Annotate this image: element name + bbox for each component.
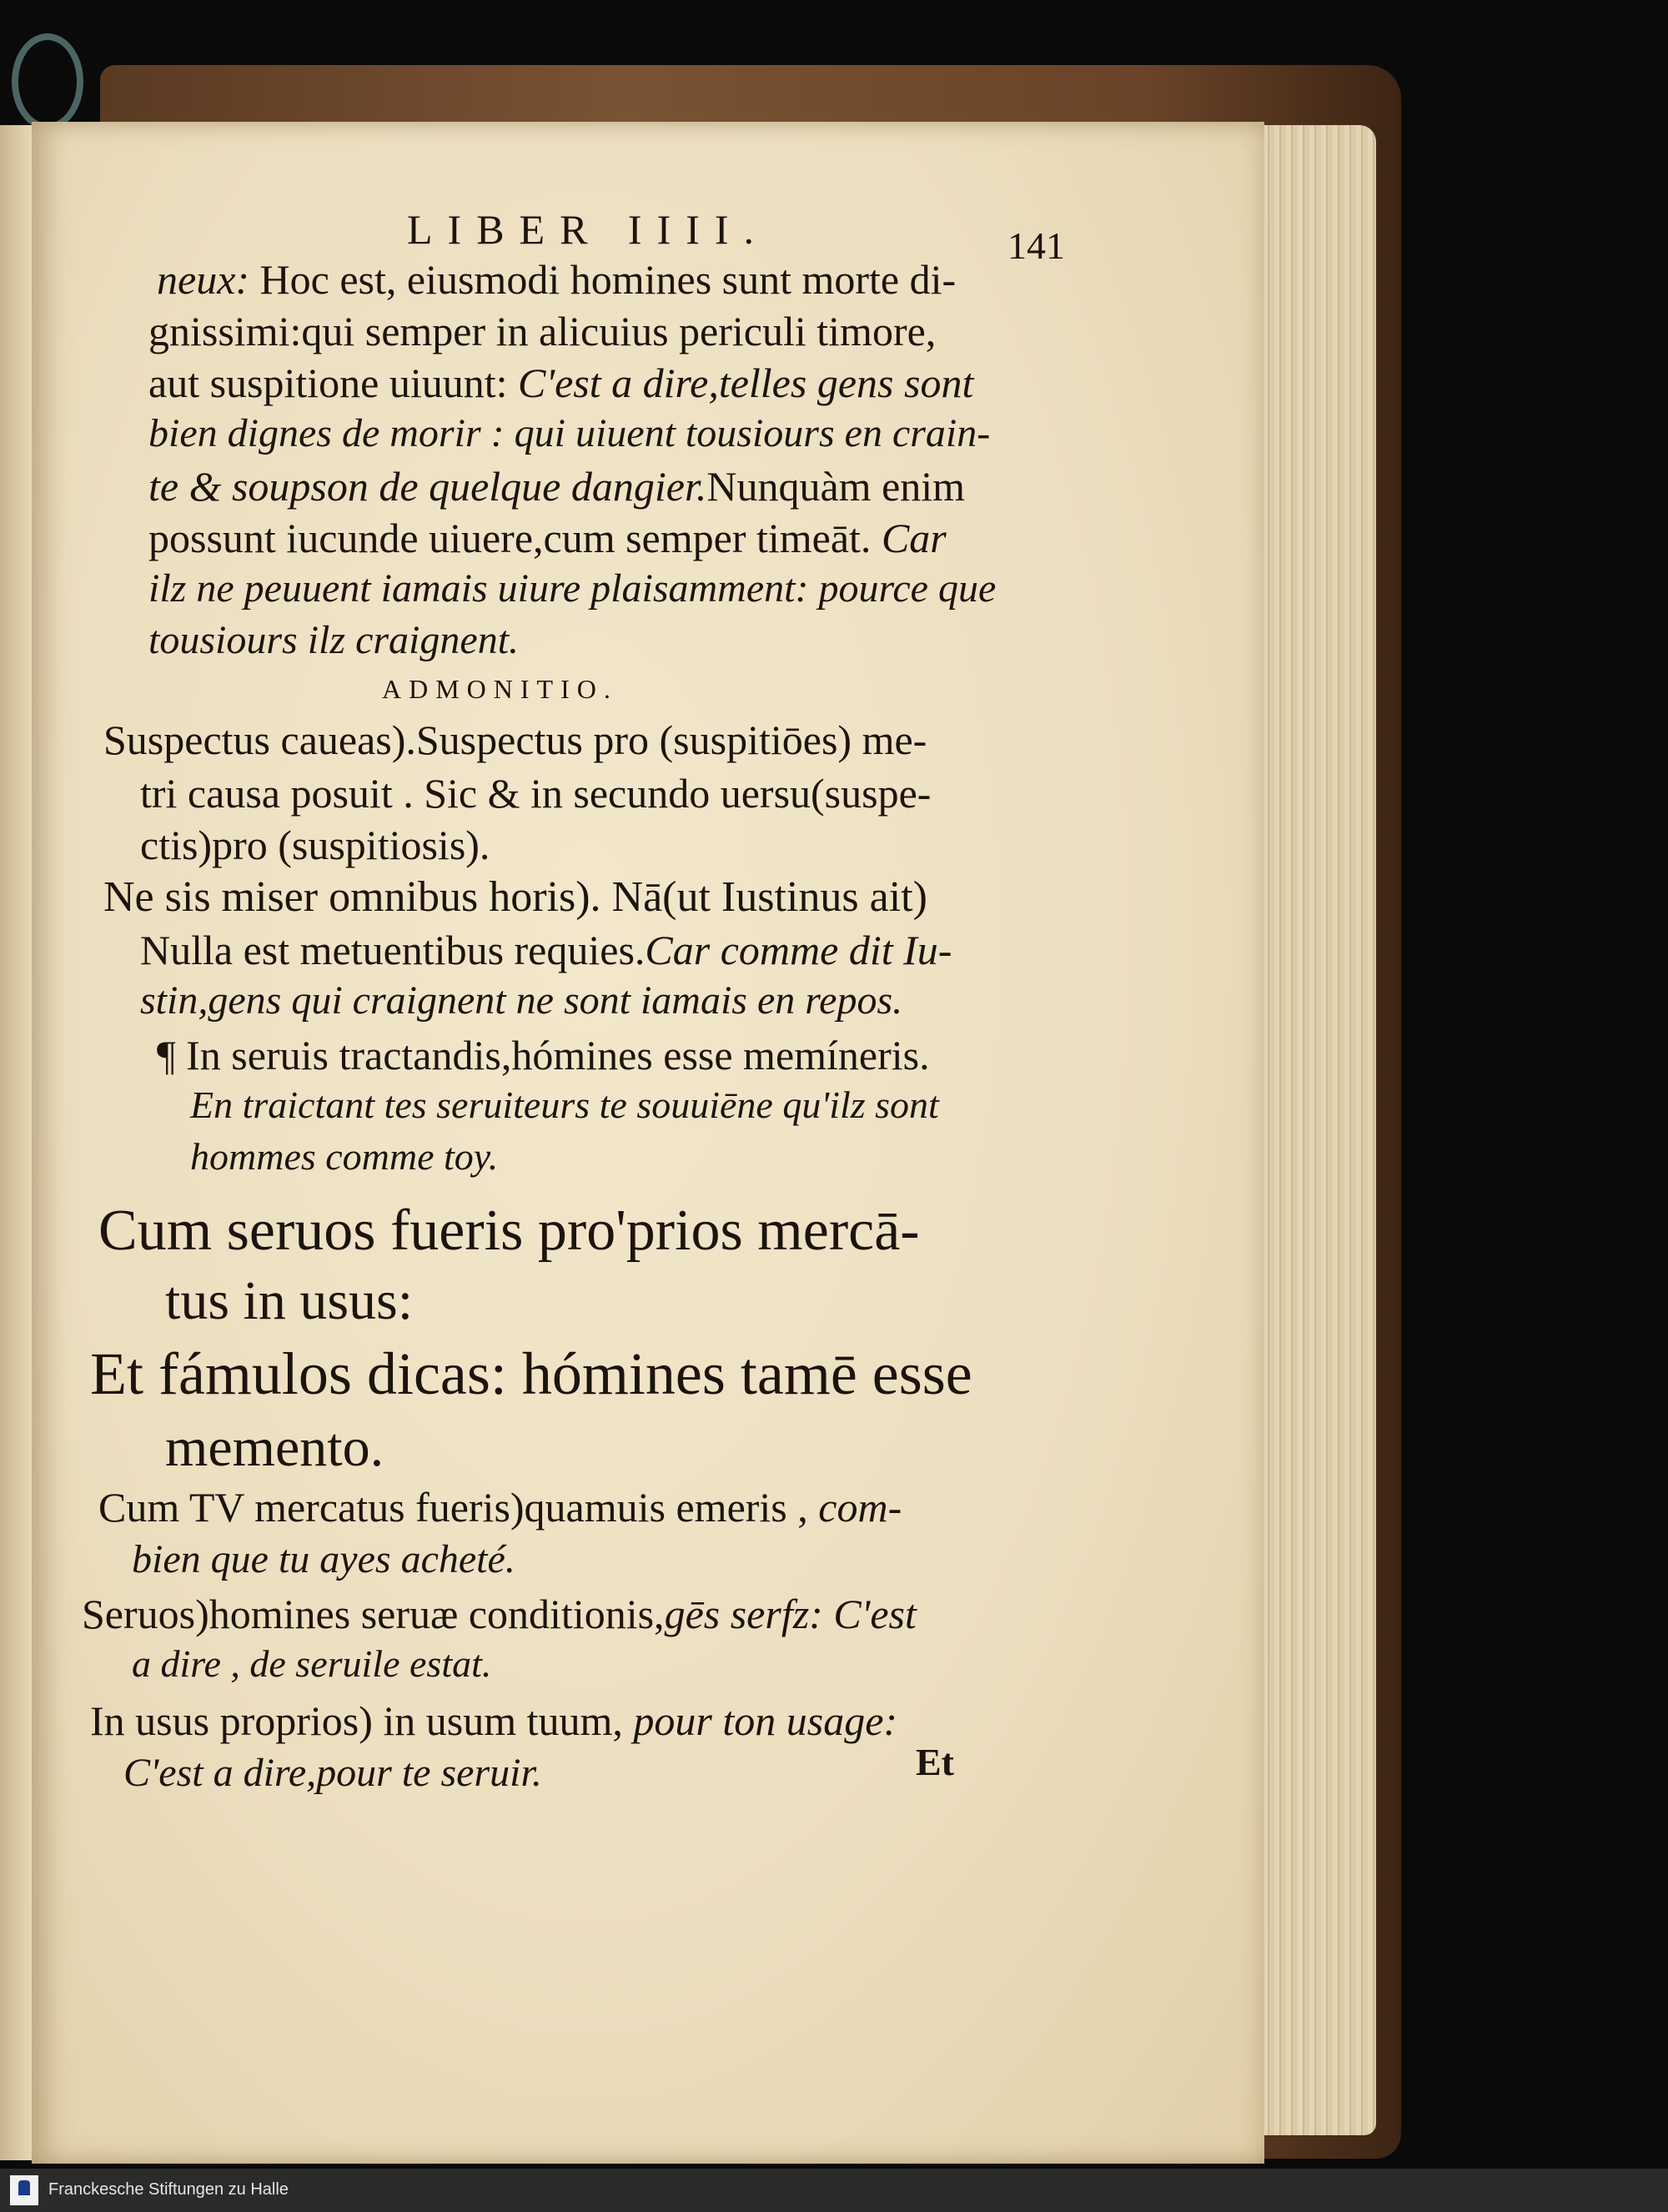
italic-text: hommes comme toy. xyxy=(190,1135,499,1178)
text-line xyxy=(148,307,936,355)
italic-text: pour ton usage: xyxy=(633,1697,898,1744)
text-line xyxy=(140,978,902,1023)
running-head: LIBER IIII. xyxy=(407,206,770,253)
text-line xyxy=(157,255,956,304)
text-line xyxy=(148,617,519,663)
text-line xyxy=(140,926,952,974)
text-line xyxy=(90,1697,897,1745)
institution-name: Franckesche Stiftungen zu Halle xyxy=(48,2180,289,2199)
italic-text: tousiours ilz craignent. xyxy=(148,618,520,662)
italic-text: Car xyxy=(881,515,947,561)
catchword: Et xyxy=(916,1741,954,1783)
roman-text: Et fámulos dicas: hómines tamē esse xyxy=(90,1340,972,1407)
roman-text: Nulla est metuentibus requies. xyxy=(140,927,646,973)
italic-text: neux: xyxy=(157,256,250,303)
italic-text: gēs serfz: C'est xyxy=(664,1591,917,1637)
roman-text: Cum seruos fueris pro'prios mercā- xyxy=(98,1199,920,1263)
text-line xyxy=(148,514,947,562)
roman-text: Cum TV mercatus fueris)quamuis emeris , xyxy=(98,1484,819,1531)
book-page xyxy=(32,122,1264,2164)
roman-text: Suspectus caueas).Suspectus pro (suspitiōes) me- xyxy=(103,716,927,763)
italic-text: En traictant tes seruiteurs te souuiēne qu'ilz sont xyxy=(190,1083,939,1126)
page-number: 141 xyxy=(1007,224,1065,267)
text-line xyxy=(157,1031,930,1079)
text-line xyxy=(82,1590,917,1638)
roman-text: Nunquàm enim xyxy=(706,463,966,510)
roman-text: ctis)pro (suspitiosis). xyxy=(140,822,490,868)
text-line xyxy=(148,410,990,456)
text-line xyxy=(98,1198,920,1264)
roman-text: Hoc est, eiusmodi homines sunt morte di- xyxy=(249,256,957,303)
roman-text: tus in usus: xyxy=(165,1270,414,1331)
text-line xyxy=(190,1134,498,1179)
text-line xyxy=(148,566,996,611)
italic-text: stin,gens qui craignent ne sont iamais en repos. xyxy=(140,978,903,1023)
footer-bar xyxy=(0,2169,1668,2212)
text-line xyxy=(132,1536,515,1582)
text-line xyxy=(103,716,927,764)
italic-text: com- xyxy=(818,1484,902,1531)
italic-text: bien que tu ayes acheté. xyxy=(132,1537,515,1581)
italic-text: ilz ne peuuent iamais uiure plaisamment: pource que xyxy=(148,566,997,611)
binding-string xyxy=(12,33,83,130)
italic-text: C'est a dire,pour te seruir. xyxy=(123,1751,542,1795)
roman-text: ¶ In seruis tractandis,hómines esse memíneris. xyxy=(157,1032,930,1078)
text-line xyxy=(140,769,931,817)
section-heading-admonitio: ADMONITIO. xyxy=(382,674,618,704)
roman-text: In usus proprios) in usum tuum, xyxy=(90,1697,634,1744)
roman-text: possunt iucunde uiuere,cum semper timeāt. xyxy=(148,515,882,561)
text-line xyxy=(140,821,490,869)
text-line xyxy=(165,1269,413,1333)
text-line xyxy=(132,1641,491,1686)
roman-text: Seruos)homines seruæ conditionis, xyxy=(82,1591,665,1637)
roman-text: aut suspitione uiuunt: xyxy=(148,359,519,406)
roman-text: memento. xyxy=(165,1417,384,1478)
text-line xyxy=(90,1340,972,1409)
page-edges xyxy=(1251,125,1376,2135)
italic-text: bien dignes de morir : qui uiuent tousiours en crain- xyxy=(148,411,991,455)
text-line xyxy=(148,462,965,510)
italic-text: a dire , de seruile estat. xyxy=(132,1642,492,1685)
institution-logo-icon xyxy=(10,2175,38,2205)
roman-text: gnissimi:qui semper in alicuius periculi timore, xyxy=(148,308,937,354)
text-line xyxy=(190,1083,939,1127)
roman-text: tri causa posuit . Sic & in secundo uersu(suspe- xyxy=(140,770,932,817)
italic-text: te & soupson de quelque dangier. xyxy=(148,463,707,510)
text-line xyxy=(98,1483,902,1531)
text-line xyxy=(148,359,973,407)
facing-page-edge xyxy=(0,125,33,2160)
page-text xyxy=(32,122,1264,2164)
text-line xyxy=(103,872,927,922)
text-line xyxy=(123,1750,542,1796)
roman-text: Ne sis miser omnibus horis). Nā(ut Iustinus ait) xyxy=(103,873,927,921)
italic-text: Car comme dit Iu- xyxy=(645,927,952,973)
text-line xyxy=(165,1416,384,1480)
italic-text: C'est a dire,telles gens sont xyxy=(518,359,974,406)
